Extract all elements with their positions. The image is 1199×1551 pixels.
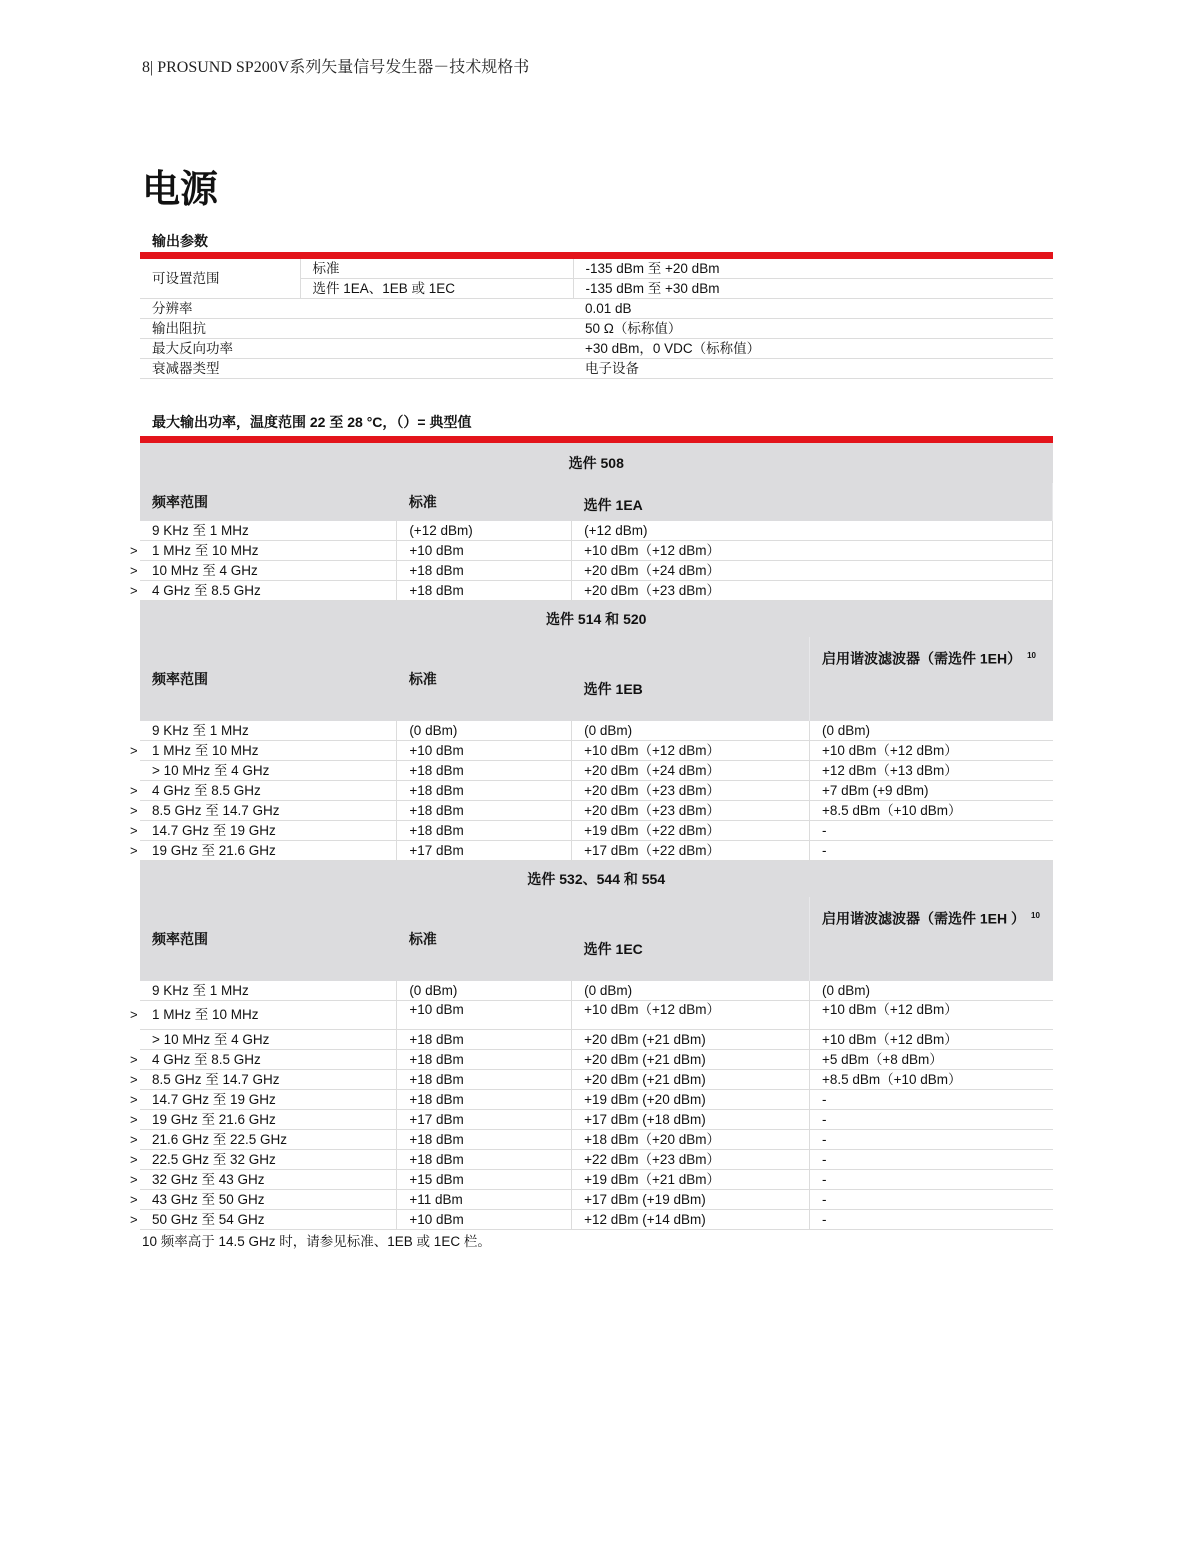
table-row	[140, 359, 1053, 379]
standard-value: +18 dBm	[397, 1150, 572, 1170]
range-value: -135 dBm 至 +30 dBm	[573, 279, 1053, 299]
range-value: -135 dBm 至 +20 dBm	[573, 259, 1053, 279]
table-row	[140, 1030, 1053, 1050]
filter-value: -	[809, 1130, 1052, 1150]
table-row	[140, 741, 1053, 761]
greater-than-marker: >	[130, 1071, 138, 1087]
freq-range: > 10 MHz 至 4 GHz	[152, 762, 270, 778]
standard-value: (0 dBm)	[397, 981, 572, 1001]
option-title-row	[140, 443, 1053, 483]
freq-range: 22.5 GHz 至 32 GHz	[152, 1151, 276, 1167]
freq-range: 9 KHz 至 1 MHz	[152, 522, 249, 538]
standard-value: +18 dBm	[397, 561, 572, 581]
freq-cell	[130, 781, 397, 801]
filter-value: +12 dBm（+13 dBm）	[809, 761, 1052, 781]
freq-cell	[130, 1050, 397, 1070]
param-name: 最大反向功率	[140, 339, 573, 359]
freq-range: 19 GHz 至 21.6 GHz	[152, 1111, 276, 1127]
freq-cell	[130, 841, 397, 861]
freq-range: > 10 MHz 至 4 GHz	[152, 1031, 270, 1047]
option-value: +20 dBm (+21 dBm)	[572, 1070, 810, 1090]
freq-range: 14.7 GHz 至 19 GHz	[152, 822, 276, 838]
freq-range: 1 MHz 至 10 MHz	[152, 742, 259, 758]
option-value: +17 dBm（+22 dBm）	[572, 841, 810, 861]
table-row	[140, 299, 1053, 319]
greater-than-marker: >	[130, 742, 138, 758]
filter-value: +10 dBm（+12 dBm）	[809, 741, 1052, 761]
column-header-label: 选件 1EA	[583, 497, 643, 513]
freq-cell	[130, 1170, 397, 1190]
filter-value: -	[809, 1090, 1052, 1110]
freq-cell	[130, 1130, 397, 1150]
table-row	[140, 981, 1053, 1001]
greater-than-marker: >	[130, 542, 138, 558]
table-row	[140, 1130, 1053, 1150]
option-value: +20 dBm (+21 dBm)	[572, 1050, 810, 1070]
freq-cell	[130, 1090, 397, 1110]
option-value: +12 dBm (+14 dBm)	[572, 1210, 810, 1230]
option-value: +20 dBm（+23 dBm）	[572, 581, 1053, 601]
table-row	[140, 1001, 1053, 1030]
table-row	[140, 1150, 1053, 1170]
column-header	[572, 483, 1053, 521]
freq-cell	[130, 1110, 397, 1130]
option-title: 选件 508	[140, 443, 1053, 483]
output-params-label: 输出参数	[152, 233, 208, 249]
column-header	[140, 897, 397, 981]
filter-value: (0 dBm)	[809, 981, 1052, 1001]
option-title: 选件 532、544 和 554	[140, 861, 1053, 898]
freq-cell	[140, 981, 397, 1001]
column-header-label: 选件 1EC	[583, 941, 643, 957]
table-row	[140, 1170, 1053, 1190]
option-value: +10 dBm（+12 dBm）	[572, 541, 1053, 561]
filter-value: -	[809, 1210, 1052, 1230]
option-title-row	[140, 601, 1053, 638]
freq-range: 14.7 GHz 至 19 GHz	[152, 1091, 276, 1107]
table-row	[140, 1070, 1053, 1090]
max-power-table	[130, 443, 1053, 1230]
table-row	[140, 541, 1053, 561]
freq-range: 32 GHz 至 43 GHz	[152, 1171, 265, 1187]
freq-range: 21.6 GHz 至 22.5 GHz	[152, 1131, 288, 1147]
standard-value: +18 dBm	[397, 761, 572, 781]
greater-than-marker: >	[130, 1051, 138, 1067]
freq-cell	[140, 1030, 397, 1050]
table-row	[140, 319, 1053, 339]
filter-value: +7 dBm (+9 dBm)	[809, 781, 1052, 801]
option-value: +20 dBm（+24 dBm）	[572, 561, 1053, 581]
column-header	[140, 483, 397, 521]
standard-value: +17 dBm	[397, 1110, 572, 1130]
greater-than-marker: >	[130, 1151, 138, 1167]
standard-value: +11 dBm	[397, 1190, 572, 1210]
standard-value: +18 dBm	[397, 581, 572, 601]
param-value: 50 Ω（标称值）	[573, 319, 1053, 339]
option-value: +20 dBm (+21 dBm)	[572, 1030, 810, 1050]
freq-cell	[130, 1150, 397, 1170]
standard-value: +18 dBm	[397, 1030, 572, 1050]
column-header	[809, 897, 1052, 981]
range-option: 选件 1EA、1EB 或 1EC	[300, 279, 573, 299]
filter-value: +10 dBm（+12 dBm）	[809, 1030, 1052, 1050]
freq-cell	[130, 1070, 397, 1090]
option-value: +19 dBm (+20 dBm)	[572, 1090, 810, 1110]
standard-value: +18 dBm	[397, 821, 572, 841]
standard-value: +15 dBm	[397, 1170, 572, 1190]
standard-value: +18 dBm	[397, 1070, 572, 1090]
standard-value: +18 dBm	[397, 781, 572, 801]
option-value: +10 dBm（+12 dBm）	[572, 741, 810, 761]
param-name: 衰减器类型	[140, 359, 573, 379]
freq-range: 43 GHz 至 50 GHz	[152, 1191, 265, 1207]
freq-cell	[130, 561, 397, 581]
standard-value: +10 dBm	[397, 1210, 572, 1230]
freq-range: 19 GHz 至 21.6 GHz	[152, 842, 276, 858]
freq-cell	[140, 521, 397, 541]
freq-range: 1 MHz 至 10 MHz	[152, 542, 259, 558]
freq-cell	[140, 721, 397, 741]
greater-than-marker: >	[130, 1171, 138, 1187]
option-value: +20 dBm（+23 dBm）	[572, 801, 810, 821]
table-row	[140, 1050, 1053, 1070]
greater-than-marker: >	[130, 822, 138, 838]
param-name: 输出阻抗	[140, 319, 573, 339]
option-value: +19 dBm（+21 dBm）	[572, 1170, 810, 1190]
freq-range: 50 GHz 至 54 GHz	[152, 1211, 265, 1227]
freq-range: 8.5 GHz 至 14.7 GHz	[152, 802, 280, 818]
option-value: (0 dBm)	[572, 721, 810, 741]
column-header-label: 标准	[408, 931, 437, 947]
footnote-ref: 10	[1027, 651, 1037, 660]
option-value: +17 dBm (+18 dBm)	[572, 1110, 810, 1130]
filter-value: -	[809, 1170, 1052, 1190]
table-row	[140, 761, 1053, 781]
freq-range: 4 GHz 至 8.5 GHz	[152, 782, 261, 798]
table-row	[140, 1110, 1053, 1130]
page-title: 电源	[142, 169, 219, 211]
column-header	[397, 897, 572, 981]
red-divider-2	[140, 436, 1053, 443]
freq-range: 8.5 GHz 至 14.7 GHz	[152, 1071, 280, 1087]
option-value: +20 dBm（+23 dBm）	[572, 781, 810, 801]
freq-cell	[130, 801, 397, 821]
table-row	[140, 841, 1053, 861]
column-header-label: 标准	[408, 494, 437, 510]
option-value: +19 dBm（+22 dBm）	[572, 821, 810, 841]
column-header-label: 选件 1EB	[583, 681, 643, 697]
column-header-label: 启用谐波滤波器（需选件 1EH ）	[821, 910, 1025, 927]
greater-than-marker: >	[130, 1091, 138, 1107]
greater-than-marker: >	[130, 562, 138, 578]
standard-value: (+12 dBm)	[397, 521, 572, 541]
output-params-table	[140, 259, 1053, 379]
option-value: (+12 dBm)	[572, 521, 1053, 541]
option-value: (0 dBm)	[572, 981, 810, 1001]
standard-value: +18 dBm	[397, 1090, 572, 1110]
column-header-row	[140, 637, 1053, 721]
filter-value: -	[809, 1150, 1052, 1170]
column-header-row	[140, 483, 1053, 521]
option-title: 选件 514 和 520	[140, 601, 1053, 638]
table-row	[140, 1090, 1053, 1110]
greater-than-marker: >	[130, 1111, 138, 1127]
standard-value: +17 dBm	[397, 841, 572, 861]
freq-range: 10 MHz 至 4 GHz	[152, 562, 258, 578]
column-header-label: 频率范围	[152, 494, 208, 510]
range-option: 标准	[300, 259, 573, 279]
settable-range-label: 可设置范围	[140, 259, 300, 299]
standard-value: +18 dBm	[397, 1050, 572, 1070]
freq-range: 4 GHz 至 8.5 GHz	[152, 1051, 261, 1067]
freq-cell	[130, 1190, 397, 1210]
standard-value: (0 dBm)	[397, 721, 572, 741]
option-value: +10 dBm（+12 dBm）	[572, 1001, 810, 1030]
table-row	[140, 561, 1053, 581]
column-header-label: 频率范围	[152, 671, 208, 687]
param-name: 分辨率	[140, 299, 573, 319]
filter-value: -	[809, 821, 1052, 841]
table-row	[140, 1190, 1053, 1210]
table-row	[140, 339, 1053, 359]
filter-value: -	[809, 841, 1052, 861]
column-header	[397, 483, 572, 521]
filter-value: -	[809, 1190, 1052, 1210]
greater-than-marker: >	[130, 802, 138, 818]
freq-range: 9 KHz 至 1 MHz	[152, 722, 249, 738]
filter-value: +5 dBm（+8 dBm）	[809, 1050, 1052, 1070]
option-value: +20 dBm（+24 dBm）	[572, 761, 810, 781]
filter-value: +10 dBm（+12 dBm）	[809, 1001, 1052, 1030]
standard-value: +18 dBm	[397, 801, 572, 821]
greater-than-marker: >	[130, 1191, 138, 1207]
footnote: 10 频率高于 14.5 GHz 时，请参见标准、1EB 或 1EC 栏。	[142, 1234, 491, 1249]
greater-than-marker: >	[130, 782, 138, 798]
red-divider-1	[140, 252, 1053, 259]
column-header	[140, 637, 397, 721]
column-header-label: 频率范围	[152, 931, 208, 947]
column-header-label: 启用谐波滤波器（需选件 1EH）	[821, 650, 1022, 667]
column-header	[572, 637, 810, 721]
freq-cell	[130, 1001, 397, 1030]
freq-range: 9 KHz 至 1 MHz	[152, 982, 249, 998]
standard-value: +10 dBm	[397, 541, 572, 561]
greater-than-marker: >	[130, 1131, 138, 1147]
standard-value: +18 dBm	[397, 1130, 572, 1150]
table-row	[140, 821, 1053, 841]
column-header	[572, 897, 810, 981]
freq-cell	[140, 761, 397, 781]
table-row	[140, 781, 1053, 801]
page-header: 8| PROSUND SP200V系列矢量信号发生器－技术规格书	[142, 59, 530, 76]
table-row	[140, 259, 1053, 279]
filter-value: -	[809, 1110, 1052, 1130]
column-header-label: 标准	[408, 671, 437, 687]
standard-value: +10 dBm	[397, 741, 572, 761]
max-power-label: 最大输出功率，温度范围 22 至 28 °C，（）= 典型值	[152, 414, 472, 430]
option-value: +17 dBm (+19 dBm)	[572, 1190, 810, 1210]
table-row	[140, 721, 1053, 741]
param-value: +30 dBm，0 VDC（标称值）	[573, 339, 1053, 359]
greater-than-marker: >	[130, 1007, 138, 1022]
filter-value: +8.5 dBm（+10 dBm）	[809, 801, 1052, 821]
column-header	[809, 637, 1052, 721]
param-value: 电子设备	[573, 359, 1053, 379]
freq-cell	[130, 581, 397, 601]
freq-cell	[130, 741, 397, 761]
table-row	[140, 801, 1053, 821]
freq-cell	[130, 541, 397, 561]
option-value: +22 dBm（+23 dBm）	[572, 1150, 810, 1170]
filter-value: +8.5 dBm（+10 dBm）	[809, 1070, 1052, 1090]
column-header-row	[140, 897, 1053, 981]
filter-value: (0 dBm)	[809, 721, 1052, 741]
option-value: +18 dBm（+20 dBm）	[572, 1130, 810, 1150]
greater-than-marker: >	[130, 1211, 138, 1227]
column-header	[397, 637, 572, 721]
freq-cell	[130, 821, 397, 841]
freq-cell	[130, 1210, 397, 1230]
table-row	[140, 521, 1053, 541]
freq-range: 4 GHz 至 8.5 GHz	[152, 582, 261, 598]
greater-than-marker: >	[130, 842, 138, 858]
param-value: 0.01 dB	[573, 299, 1053, 319]
freq-range: 1 MHz 至 10 MHz	[152, 1007, 259, 1022]
greater-than-marker: >	[130, 582, 138, 598]
option-title-row	[140, 861, 1053, 898]
footnote-ref: 10	[1031, 911, 1040, 920]
table-row	[140, 581, 1053, 601]
table-row	[140, 1210, 1053, 1230]
standard-value: +10 dBm	[397, 1001, 572, 1030]
